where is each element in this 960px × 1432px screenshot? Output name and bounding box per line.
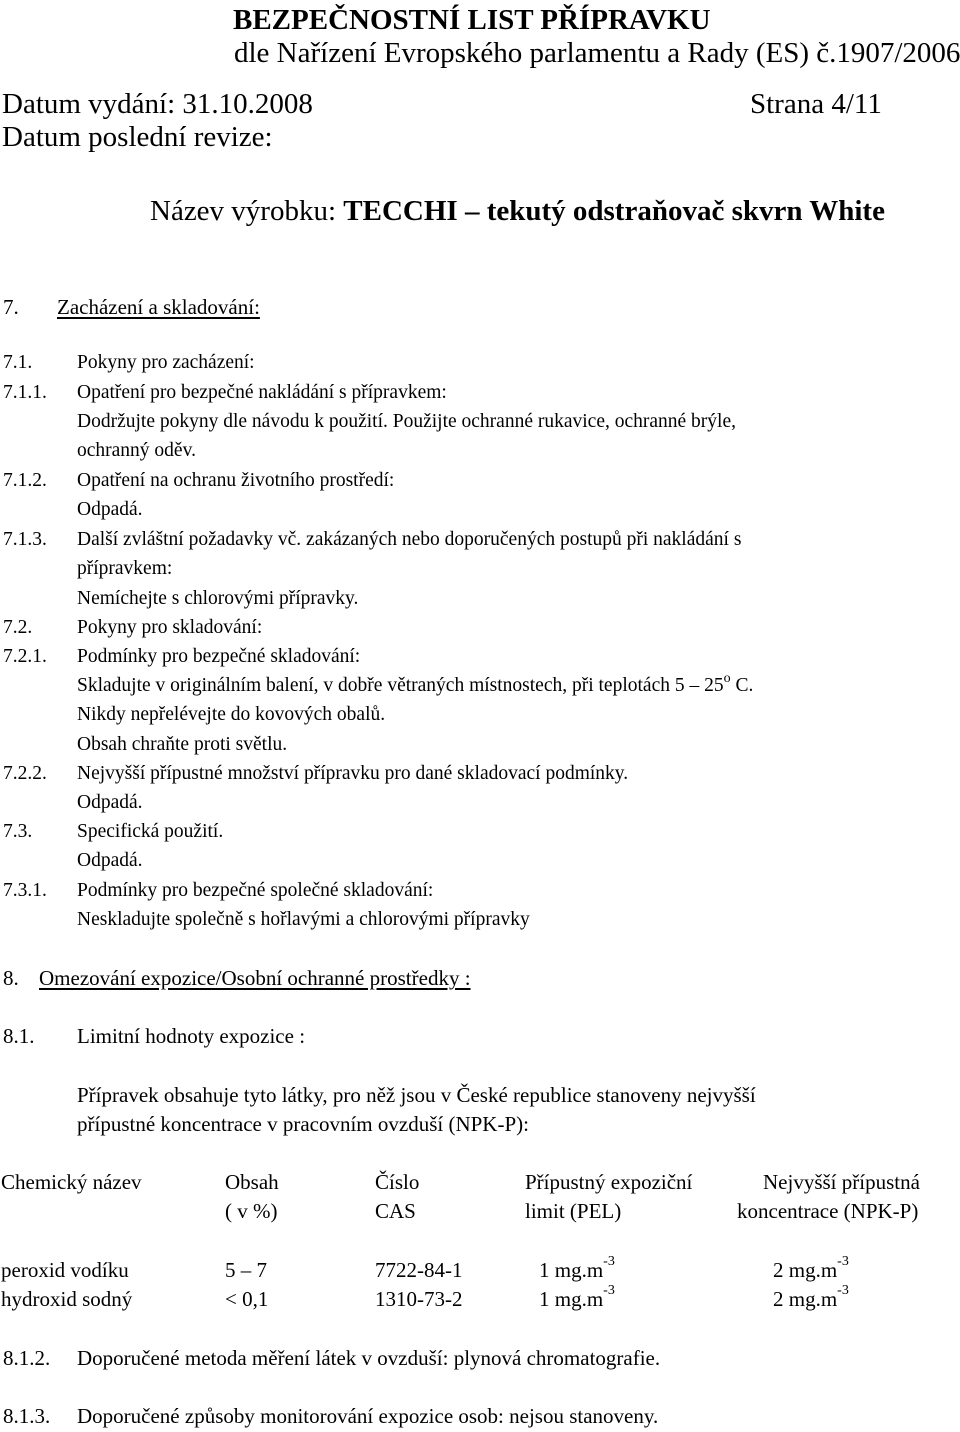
col-header-content-unit: ( v %) — [225, 1199, 278, 1223]
s812-text: Doporučené metoda měření látek v ovzduší: plynová chromatografie. — [77, 1346, 661, 1370]
s711-title: Opatření pro bezpečné nakládání s přípravkem: — [77, 382, 447, 403]
s711-text-1: Dodržujte pokyny dle návodu k použití. Použijte ochranné rukavice, ochranné brýle, — [77, 411, 737, 432]
section-8-number: 8. — [3, 966, 19, 990]
table-row-2-pel — [539, 1283, 615, 1312]
s73-number: 7.3. — [3, 821, 33, 842]
section-7-number: 7. — [3, 295, 19, 319]
s713-title: Další zvláštní požadavky vč. zakázaných nebo doporučených postupů při nakládání s — [77, 529, 742, 550]
s72-number: 7.2. — [3, 617, 33, 638]
col-header-content: Obsah — [225, 1170, 279, 1194]
s713-number: 7.1.3. — [3, 529, 47, 550]
product-line — [150, 195, 885, 228]
s813-number: 8.1.3. — [3, 1404, 51, 1428]
col-header-cas-2: CAS — [375, 1199, 416, 1223]
s722-text: Odpadá. — [77, 792, 143, 813]
section-8-title: Omezování expozice/Osobní ochranné prostředky : — [39, 966, 471, 990]
s72-title: Pokyny pro skladování: — [77, 617, 263, 638]
s81-number: 8.1. — [3, 1024, 35, 1048]
document-title: BEZPEČNOSTNÍ LIST PŘÍPRAVKU — [233, 4, 711, 36]
s721-text-3: Obsah chraňte proti světlu. — [77, 734, 288, 755]
s731-text: Neskladujte společně s hořlavými a chlorovými přípravky — [77, 909, 530, 930]
s712-text: Odpadá. — [77, 499, 143, 520]
s813-text: Doporučené způsoby monitorování expozice osob: nejsou stanoveny. — [77, 1404, 659, 1428]
col-header-name: Chemický název — [1, 1170, 142, 1194]
s711-number: 7.1.1. — [3, 382, 47, 403]
product-label: Název výrobku: — [150, 195, 344, 227]
col-header-cas: Číslo — [375, 1170, 420, 1194]
regulation-line: dle Nařízení Evropského parlamentu a Rady (ES) č.1907/2006 — [234, 37, 960, 69]
s73-title: Specifická použití. — [77, 821, 224, 842]
pel-value: 1 mg.m — [539, 1258, 604, 1282]
product-name: TECCHI – tekutý odstraňovač skvrn White — [343, 195, 885, 227]
s722-title: Nejvyšší přípustné množství přípravku pro dané skladovací podmínky. — [77, 763, 629, 784]
npk-value: 2 mg.m — [773, 1287, 838, 1311]
npk-exponent: -3 — [837, 1283, 849, 1298]
table-row-1-cas: 7722-84-1 — [375, 1258, 463, 1282]
s712-number: 7.1.2. — [3, 470, 47, 491]
s81-title: Limitní hodnoty expozice : — [77, 1024, 306, 1048]
s721-text-1-end: C. — [730, 675, 754, 696]
s711-text-2: ochranný oděv. — [77, 440, 196, 461]
col-header-npk: Nejvyšší přípustná — [763, 1170, 920, 1194]
col-header-npk-2: koncentrace (NPK-P) — [737, 1199, 919, 1223]
s812-number: 8.1.2. — [3, 1346, 51, 1370]
s71-title: Pokyny pro zacházení: — [77, 352, 255, 373]
degree-sup: o — [723, 671, 731, 686]
s722-number: 7.2.2. — [3, 763, 47, 784]
table-row-1-name: peroxid vodíku — [1, 1258, 129, 1282]
pel-value: 1 mg.m — [539, 1287, 604, 1311]
pel-exponent: -3 — [603, 1283, 615, 1298]
s721-text-1-main: Skladujte v originálním balení, v dobře větraných místnostech, při teplotách 5 – 25 — [77, 675, 724, 696]
s713-text: Nemíchejte s chlorovými přípravky. — [77, 588, 359, 609]
s71-number: 7.1. — [3, 352, 33, 373]
col-header-pel: Přípustný expoziční — [525, 1170, 693, 1194]
npk-value: 2 mg.m — [773, 1258, 838, 1282]
issue-date: Datum vydání: 31.10.2008 — [2, 88, 313, 120]
s73-text: Odpadá. — [77, 850, 143, 871]
table-row-2-name: hydroxid sodný — [1, 1287, 133, 1311]
s721-title: Podmínky pro bezpečné skladování: — [77, 646, 361, 667]
revision-date: Datum poslední revize: — [2, 121, 273, 153]
table-row-2-content: < 0,1 — [225, 1287, 269, 1311]
table-row-1-content: 5 – 7 — [225, 1258, 267, 1282]
table-row-2-cas: 1310-73-2 — [375, 1287, 463, 1311]
s721-text-1 — [77, 671, 754, 697]
s81-intro-2: přípustné koncentrace v pracovním ovzduší (NPK-P): — [77, 1112, 529, 1136]
table-row-1-pel — [539, 1254, 615, 1283]
s731-title: Podmínky pro bezpečné společné skladování: — [77, 880, 434, 901]
s721-text-2: Nikdy nepřelévejte do kovových obalů. — [77, 704, 386, 725]
table-row-2-npk — [773, 1283, 849, 1312]
s713-title-2: přípravkem: — [77, 558, 173, 579]
s731-number: 7.3.1. — [3, 880, 47, 901]
table-row-1-npk — [773, 1254, 849, 1283]
npk-exponent: -3 — [837, 1254, 849, 1269]
s721-number: 7.2.1. — [3, 646, 47, 667]
pel-exponent: -3 — [603, 1254, 615, 1269]
s712-title: Opatření na ochranu životního prostředí: — [77, 470, 395, 491]
page-number: Strana 4/11 — [750, 88, 882, 120]
s81-intro-1: Přípravek obsahuje tyto látky, pro něž jsou v České republice stanoveny nejvyšší — [77, 1083, 756, 1107]
col-header-pel-2: limit (PEL) — [525, 1199, 622, 1223]
section-7-title: Zacházení a skladování: — [57, 295, 260, 319]
